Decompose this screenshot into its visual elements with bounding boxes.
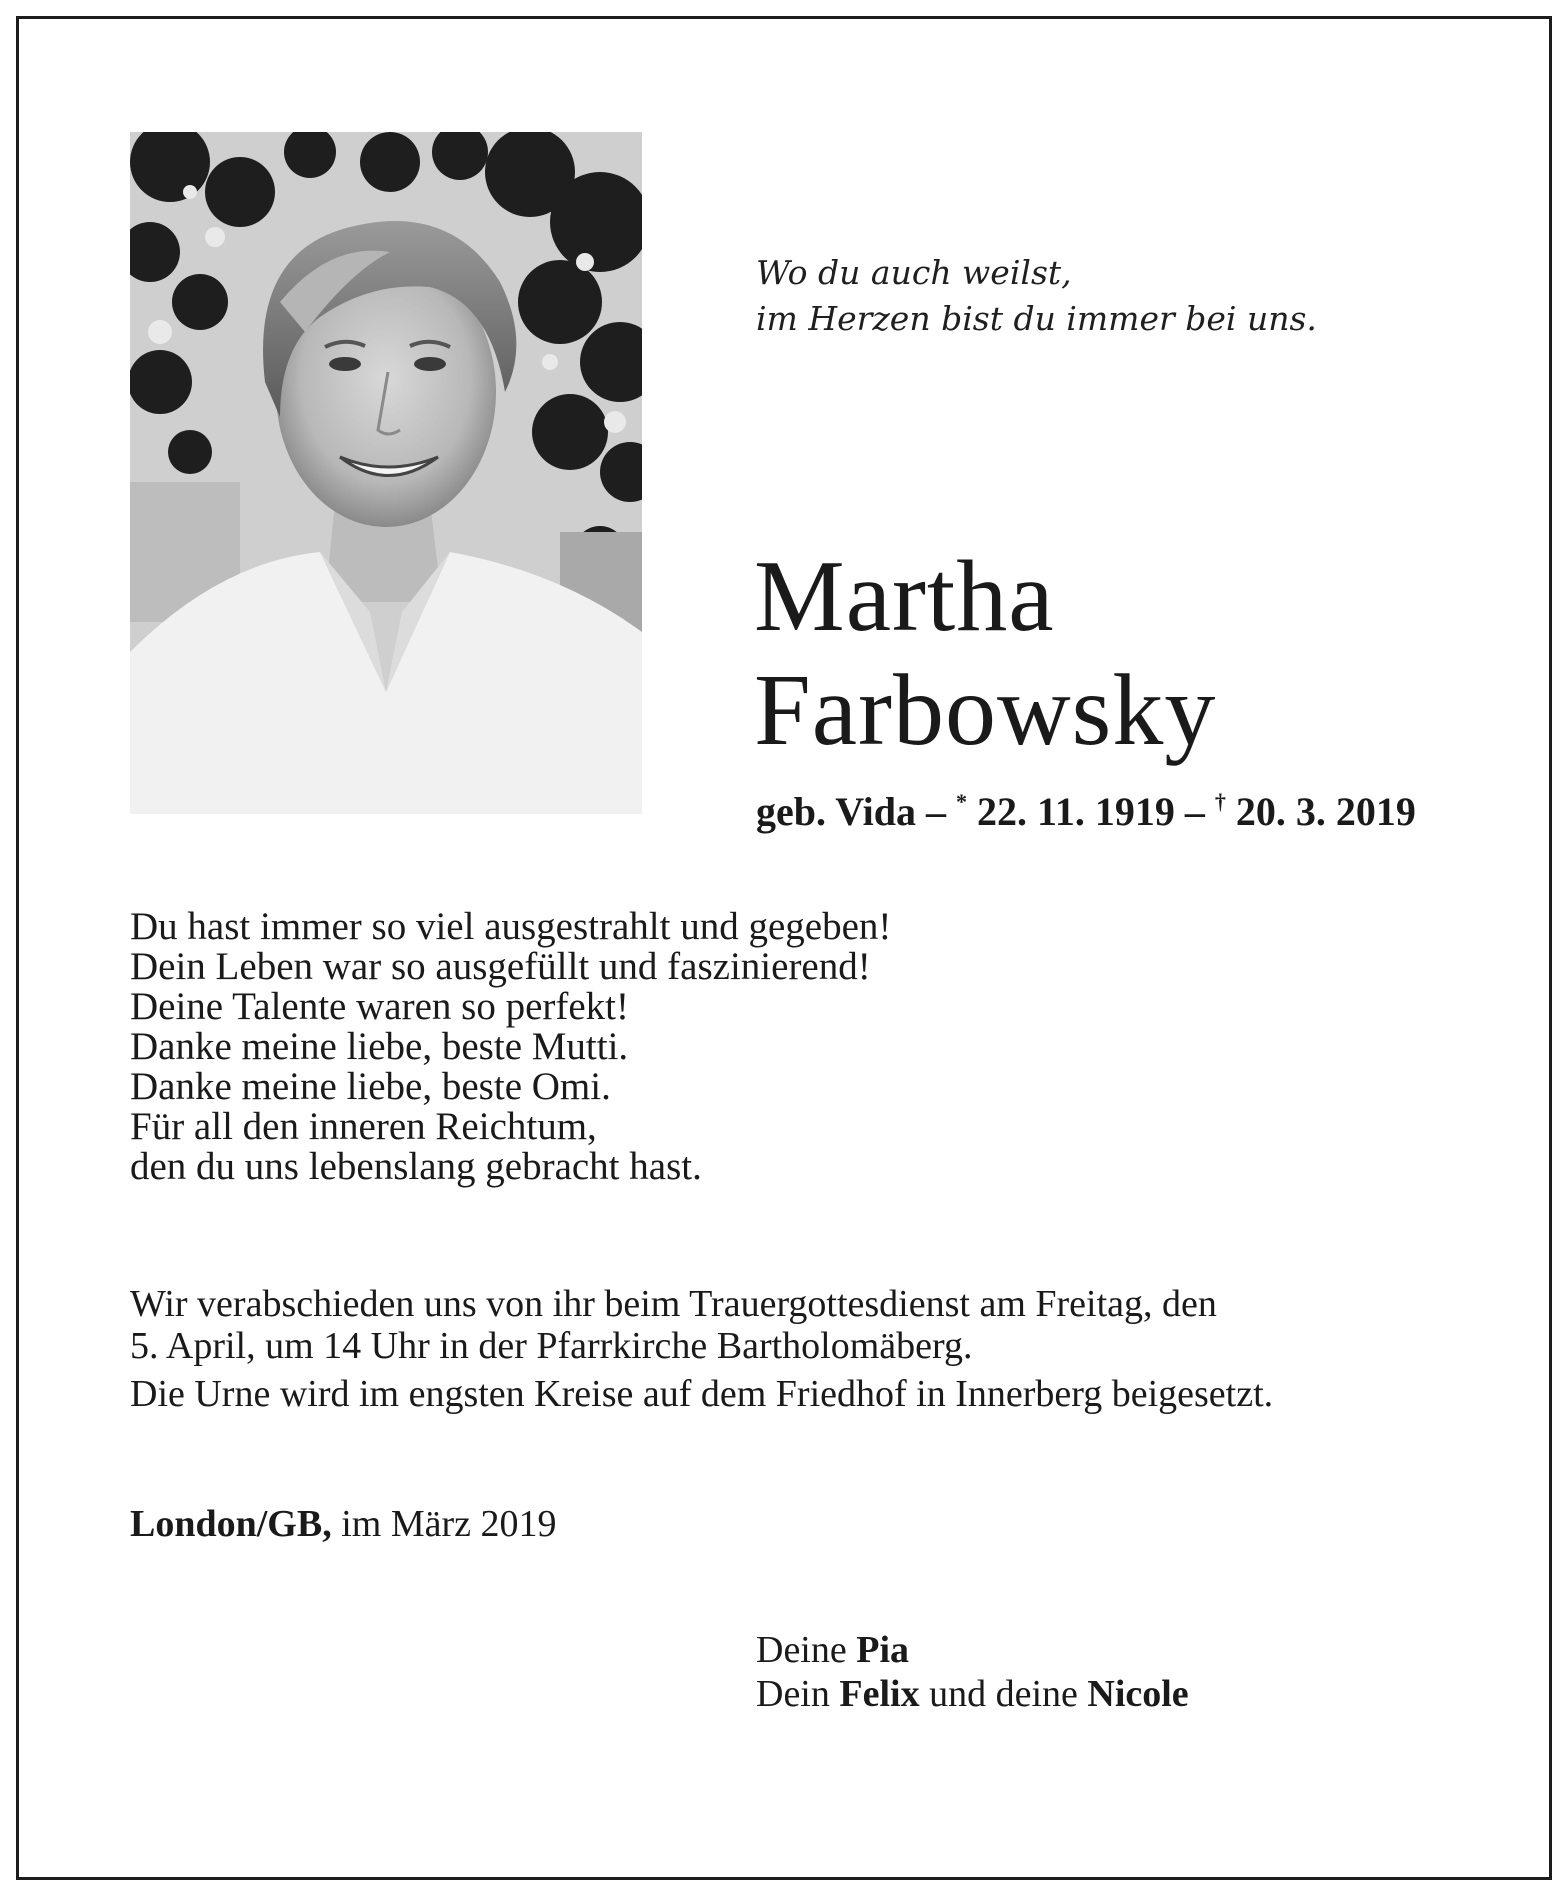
poem-line: Danke meine liebe, beste Mutti. <box>130 1025 629 1068</box>
place-month: im März 2019 <box>331 1503 557 1545</box>
poem-line: Du hast immer so viel ausgestrahlt und gegeben! <box>130 905 892 948</box>
poem-line: Deine Talente waren so perfekt! <box>130 985 629 1028</box>
portrait-photo <box>130 132 642 814</box>
burial-line: Die Urne wird im engsten Kreise auf dem Friedhof in Innerberg beigesetzt. <box>130 1373 1274 1415</box>
quote-line: im Herzen bist du immer bei uns. <box>756 299 1317 338</box>
signature-name: Nicole <box>1087 1673 1189 1715</box>
first-name: Martha <box>754 540 1055 653</box>
signature-name: Felix <box>839 1673 920 1715</box>
birth-star-icon: * <box>956 789 968 814</box>
signature-text: Dein <box>756 1673 840 1715</box>
signature-text: Deine <box>756 1629 857 1671</box>
place-location: London/GB, <box>130 1503 332 1545</box>
poem-line: Danke meine liebe, beste Omi. <box>130 1065 611 1108</box>
deceased-name <box>754 540 1216 768</box>
death-date: 20. 3. 2019 <box>1225 789 1416 834</box>
poem-line: Dein Leben war so ausgefüllt und faszinierend! <box>130 945 871 988</box>
poem-line: den du uns lebenslang gebracht hast. <box>130 1145 702 1188</box>
signature-block <box>756 1628 1189 1716</box>
last-name: Farbowsky <box>754 654 1217 767</box>
signature-line <box>756 1628 1189 1672</box>
portrait-image <box>130 132 642 814</box>
place-date <box>130 1502 557 1546</box>
poem-text <box>130 907 891 1187</box>
life-dates <box>756 778 1416 836</box>
born-name: geb. Vida – <box>756 789 957 834</box>
death-cross-icon: † <box>1214 789 1226 814</box>
poem-line: Für all den inneren Reichtum, <box>130 1105 597 1148</box>
quote-line: Wo du auch weilst, <box>756 253 1072 292</box>
memorial-quote <box>756 250 1317 342</box>
service-announcement <box>130 1283 1436 1415</box>
birth-date: 22. 11. 1919 – <box>967 789 1215 834</box>
service-line: 5. April, um 14 Uhr in der Pfarrkirche Bartholomäberg. <box>130 1325 973 1367</box>
signature-text: und deine <box>919 1673 1088 1715</box>
signature-line <box>756 1672 1189 1716</box>
service-line: Wir verabschieden uns von ihr beim Trauergottesdienst am Freitag, den <box>130 1283 1217 1325</box>
signature-name: Pia <box>856 1629 910 1671</box>
